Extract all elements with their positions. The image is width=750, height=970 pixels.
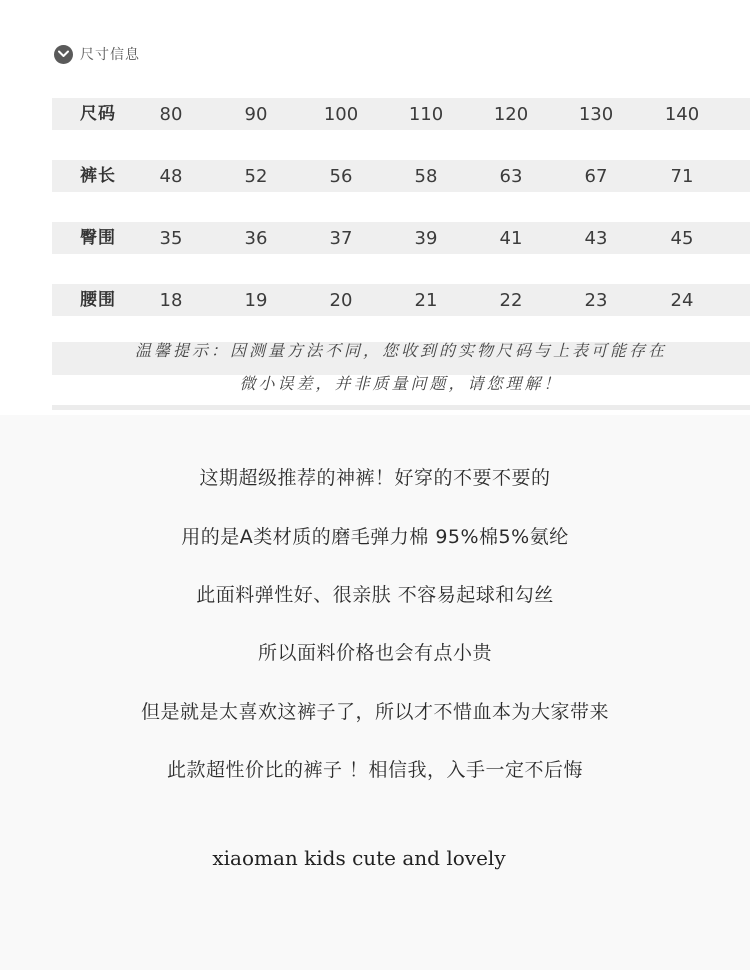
section-header (54, 43, 140, 65)
table-cell: 100 (323, 104, 359, 125)
table-cell: 45 (670, 228, 694, 249)
table-cell: 52 (244, 166, 268, 187)
waist-row (52, 284, 750, 316)
table-cell: 41 (499, 228, 523, 249)
table-cell: 19 (244, 290, 268, 311)
section-title: 尺寸信息 (80, 47, 140, 63)
table-cell: 21 (414, 290, 438, 311)
table-cell: 22 (499, 290, 523, 311)
divider (52, 405, 750, 410)
row-label-size: 尺码 (80, 104, 116, 124)
length-row (52, 160, 750, 192)
chevron-down-icon (54, 45, 73, 64)
table-cell: 140 (664, 104, 700, 125)
table-cell: 110 (408, 104, 444, 125)
table-cell: 71 (670, 166, 694, 187)
description-line: 此面料弹性好、很亲肤 不容易起球和勾丝 (196, 584, 554, 606)
size-row (52, 98, 750, 130)
table-cell: 36 (244, 228, 268, 249)
row-label-hip: 臀围 (80, 228, 116, 248)
description-line: 所以面料价格也会有点小贵 (257, 642, 492, 664)
table-cell: 35 (159, 228, 183, 249)
description-line: 但是就是太喜欢这裤子了，所以才不惜血本为大家带来 (140, 701, 609, 723)
brand-slogan: xiaoman kids cute and lovely (212, 846, 506, 870)
table-cell: 20 (329, 290, 353, 311)
description-panel (0, 415, 750, 970)
table-cell: 58 (414, 166, 438, 187)
table-cell: 43 (584, 228, 608, 249)
row-label-waist: 腰围 (80, 290, 116, 310)
table-cell: 67 (584, 166, 608, 187)
table-cell: 18 (159, 290, 183, 311)
table-cell: 23 (584, 290, 608, 311)
description-line: 这期超级推荐的神裤！好穿的不要不要的 (199, 467, 551, 489)
row-label-length: 裤长 (80, 166, 116, 186)
table-cell: 39 (414, 228, 438, 249)
table-cell: 120 (493, 104, 529, 125)
notice-line-1: 温馨提示：因测量方法不同，您收到的实物尺码与上表可能存在 (134, 341, 667, 360)
table-cell: 37 (329, 228, 353, 249)
hip-row (52, 222, 750, 254)
table-cell: 56 (329, 166, 353, 187)
table-cell: 63 (499, 166, 523, 187)
description-line: 此款超性价比的裤子 ！相信我，入手一定不后悔 (166, 759, 584, 781)
description-line: 用的是A类材质的磨毛弹力棉 95%棉5%氨纶 (181, 526, 569, 548)
table-cell: 48 (159, 166, 183, 187)
notice-line-2: 微小误差，并非质量问题，请您理解！ (239, 374, 563, 393)
table-cell: 130 (578, 104, 614, 125)
table-cell: 80 (159, 104, 183, 125)
table-cell: 90 (244, 104, 268, 125)
table-cell: 24 (670, 290, 694, 311)
